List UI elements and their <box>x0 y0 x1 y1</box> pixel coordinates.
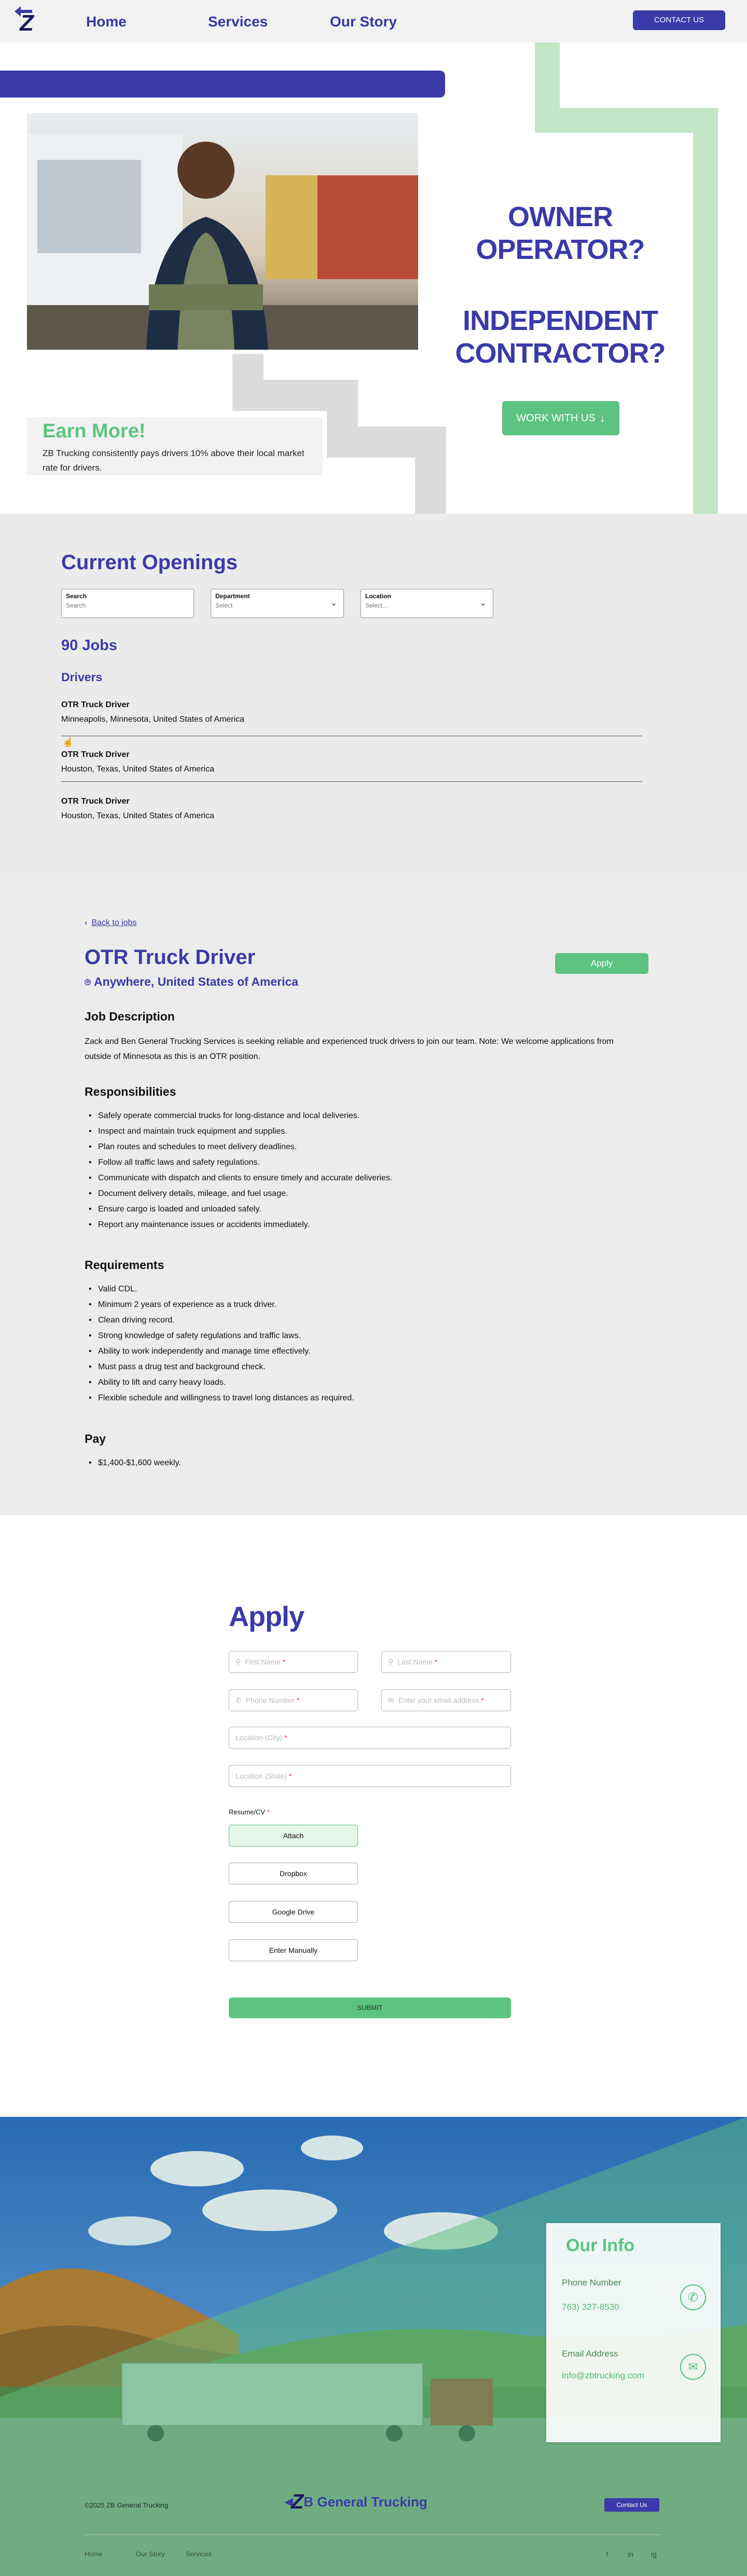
google-drive-button[interactable]: Google Drive <box>229 1901 358 1923</box>
footer-brand-name: B General Trucking <box>303 2494 427 2510</box>
email-value[interactable]: info@zbtrucking.com <box>562 2371 644 2380</box>
enter-manually-button[interactable]: Enter Manually <box>229 1939 358 1961</box>
email-label: Email Address <box>562 2349 618 2359</box>
location-state-placeholder: Location (State) <box>236 1772 287 1780</box>
responsibilities-list <box>85 1108 392 1233</box>
hero-blue-bar <box>0 71 445 98</box>
footer-logo-arrow-icon: ◀ <box>284 2495 293 2508</box>
facebook-icon[interactable]: f <box>606 2550 608 2558</box>
linkedin-icon[interactable]: in <box>628 2550 633 2558</box>
list-item: • Valid CDL. <box>85 1282 354 1297</box>
phone-number-field[interactable]: ✆ Phone Number * <box>229 1689 358 1711</box>
location-filter-value: Select... <box>365 602 388 609</box>
back-to-jobs-label: Back to jobs <box>91 918 137 927</box>
logo-letter: Z <box>20 10 34 36</box>
chevron-down-icon: ⌄ <box>479 599 487 608</box>
earn-more-heading: Earn More! <box>43 420 146 442</box>
location-pin-icon: ⌾ <box>85 977 91 988</box>
list-item: • Communicate with dispatch and clients to ensure timely and accurate deliveries. <box>85 1170 392 1186</box>
mail-icon: ✉ <box>388 1696 394 1704</box>
copyright-text: ©2025 ZB General Trucking <box>85 2501 169 2509</box>
cursor-pointer-icon: ☝ <box>62 737 74 747</box>
first-name-placeholder: First Name <box>245 1658 281 1666</box>
arrow-down-icon: ↓ <box>599 411 605 424</box>
first-name-field[interactable]: ⚲ First Name * <box>229 1651 358 1673</box>
location-filter[interactable] <box>361 589 493 618</box>
job-description-heading: Job Description <box>85 1010 175 1023</box>
job-location: Houston, Texas, United States of America <box>61 811 214 820</box>
hero-section <box>0 43 747 514</box>
footer-link-our-story[interactable]: Our Story <box>136 2550 165 2558</box>
attach-button[interactable]: Attach <box>229 1825 358 1847</box>
list-item: • Must pass a drug test and background check. <box>85 1359 354 1375</box>
earn-more-text: ZB Trucking consistently pays drivers 10% above their local market rate for drivers. <box>43 448 305 473</box>
job-title[interactable]: OTR Truck Driver <box>61 750 130 759</box>
email-placeholder: Enter your email address <box>398 1696 479 1704</box>
email-field[interactable]: ✉ Enter your email address * <box>381 1689 511 1711</box>
list-item: • Document delivery details, mileage, and fuel usage. <box>85 1186 392 1202</box>
jobs-count: 90 Jobs <box>61 637 117 654</box>
phone-placeholder: Phone Number <box>245 1696 295 1704</box>
list-item: • Safely operate commercial trucks for long-distance and local deliveries. <box>85 1108 392 1124</box>
earn-more-box <box>27 417 323 475</box>
last-name-field[interactable]: ⚲ Last Name * <box>381 1651 511 1673</box>
site-header <box>0 0 747 43</box>
list-item: • Minimum 2 years of experience as a truck driver. <box>85 1297 354 1313</box>
mail-icon: ✉ <box>680 2354 706 2380</box>
list-item: • Ability to lift and carry heavy loads. <box>85 1375 354 1390</box>
jobs-category: Drivers <box>61 670 103 684</box>
list-item: • Inspect and maintain truck equipment and supplies. <box>85 1124 392 1139</box>
user-icon: ⚲ <box>388 1657 394 1666</box>
contact-us-button[interactable]: CONTACT US <box>633 10 725 30</box>
job-detail-section <box>0 874 747 1515</box>
footer-link-services[interactable]: Services <box>186 2550 212 2558</box>
footer-logo-letter: Z <box>290 2490 304 2513</box>
job-description-text: Zack and Ben General Trucking Services is seeking reliable and experienced truck drivers to join our team. Note: We welcome applications from outside of Minnesota as this is an OTR position. <box>85 1037 614 1061</box>
location-city-field[interactable]: Location (City) * <box>229 1727 511 1748</box>
footer-brand[interactable] <box>284 2489 427 2514</box>
job-listing[interactable] <box>61 750 642 774</box>
our-info-card <box>546 2223 721 2442</box>
hero-title-line1: OWNER <box>508 201 613 232</box>
list-item: • Ensure cargo is loaded and unloaded safely. <box>85 1202 392 1217</box>
job-detail-location-text: Anywhere, United States of America <box>94 975 299 988</box>
job-title[interactable]: OTR Truck Driver <box>61 700 130 709</box>
work-with-us-label: WORK WITH US <box>516 412 596 424</box>
resume-label: Resume/CV * <box>229 1808 270 1816</box>
job-location: Houston, Texas, United States of America <box>61 765 214 774</box>
openings-heading: Current Openings <box>61 551 238 574</box>
list-item: • Ability to work independently and manage time effectively. <box>85 1344 354 1359</box>
work-with-us-button[interactable] <box>502 401 619 435</box>
department-filter-label: Department <box>215 593 250 600</box>
requirements-heading: Requirements <box>85 1258 164 1272</box>
job-location: Minneapolis, Minnesota, United States of America <box>61 715 245 724</box>
hero-title-line3: INDEPENDENT <box>462 305 658 336</box>
instagram-icon[interactable]: ig <box>651 2550 657 2558</box>
submit-button[interactable]: SUBMIT <box>229 1998 511 2018</box>
dropbox-button[interactable]: Dropbox <box>229 1863 358 1884</box>
apply-heading: Apply <box>229 1601 305 1632</box>
list-item: • Clean driving record. <box>85 1313 354 1328</box>
chevron-left-icon: ‹ <box>85 918 88 927</box>
department-filter-value: Select <box>215 602 233 609</box>
job-listing[interactable] <box>61 797 642 821</box>
apply-button[interactable]: Apply <box>555 953 648 974</box>
search-filter[interactable] <box>61 589 194 618</box>
location-filter-label: Location <box>365 593 391 600</box>
list-item: • Flexible schedule and willingness to travel long distances as required. <box>85 1390 354 1406</box>
department-filter[interactable] <box>211 589 344 618</box>
list-item: • Report any maintenance issues or accidents immediately. <box>85 1217 392 1233</box>
site-logo[interactable] <box>11 4 43 37</box>
search-filter-label: Search <box>66 593 87 600</box>
location-city-placeholder: Location (City) <box>236 1733 283 1742</box>
search-filter-input[interactable]: Search <box>66 602 86 609</box>
openings-section <box>0 514 747 874</box>
hero-truck-driver-image <box>27 113 418 350</box>
list-item: • Follow all traffic laws and safety regulations. <box>85 1155 392 1170</box>
chevron-down-icon: ⌄ <box>330 599 337 608</box>
job-divider <box>61 781 642 782</box>
job-detail-title: OTR Truck Driver <box>85 946 256 969</box>
pay-list <box>85 1455 181 1471</box>
job-title[interactable]: OTR Truck Driver <box>61 797 130 806</box>
resume-label-text: Resume/CV <box>229 1808 266 1816</box>
last-name-placeholder: Last Name <box>397 1658 433 1666</box>
job-listing[interactable] <box>61 700 642 724</box>
job-detail-location <box>85 975 298 989</box>
phone-icon: ✆ <box>680 2284 706 2310</box>
phone-value[interactable]: 763) 327-8530 <box>562 2302 619 2312</box>
nav-home[interactable]: Home <box>86 13 127 30</box>
requirements-list <box>85 1282 354 1406</box>
nav-our-story[interactable]: Our Story <box>330 13 397 30</box>
list-item: • Plan routes and schedules to meet delivery deadlines. <box>85 1139 392 1155</box>
responsibilities-heading: Responsibilities <box>85 1085 176 1098</box>
footer-link-home[interactable]: Home <box>85 2550 103 2558</box>
list-item: • $1,400-$1,600 weekly. <box>85 1455 181 1471</box>
our-info-heading: Our Info <box>566 2236 635 2255</box>
phone-label: Phone Number <box>562 2278 621 2288</box>
phone-icon: ✆ <box>236 1696 242 1704</box>
hero-title-line2: OPERATOR? <box>476 234 645 265</box>
hero-title-line4: CONTRACTOR? <box>455 338 666 369</box>
nav-services[interactable]: Services <box>208 13 268 30</box>
back-to-jobs-link[interactable] <box>85 918 136 928</box>
site-footer <box>0 2117 747 2576</box>
user-icon: ⚲ <box>236 1657 241 1666</box>
footer-contact-button[interactable]: Contact Us <box>604 2498 659 2512</box>
apply-form-section <box>0 1515 747 2117</box>
list-item: • Strong knowledge of safety regulations and traffic laws. <box>85 1328 354 1344</box>
pay-heading: Pay <box>85 1432 106 1445</box>
footer-divider <box>85 2534 660 2535</box>
location-state-field[interactable]: Location (State) * <box>229 1765 511 1787</box>
